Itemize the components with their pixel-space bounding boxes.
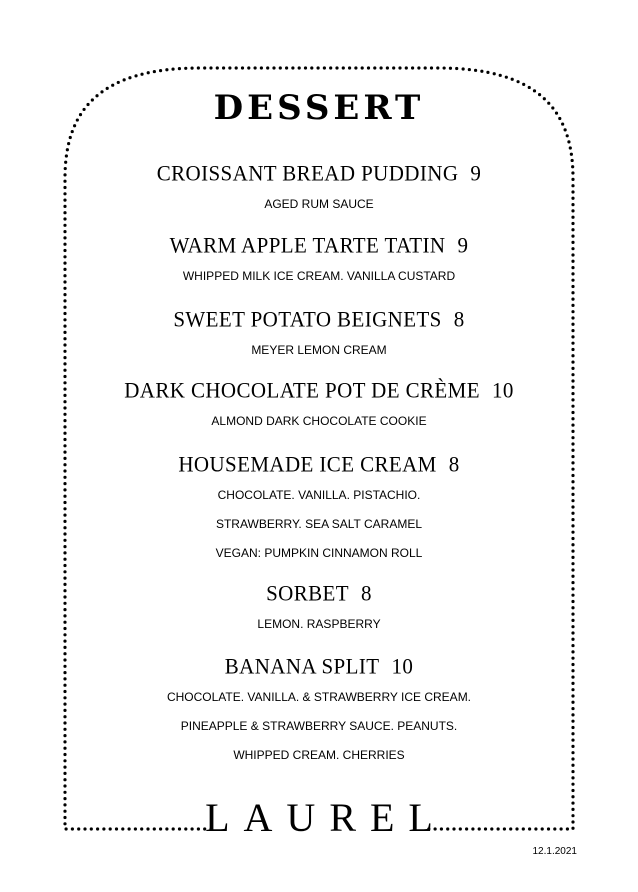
menu-item-name: HOUSEMADE ICE CREAM (178, 451, 437, 477)
menu-item-description: VEGAN: PUMPKIN CINNAMON ROLL (215, 546, 423, 560)
menu-item-price: 8 (453, 306, 465, 332)
menu-item-name: SWEET POTATO BEIGNETS (173, 306, 442, 332)
menu-item-name: WARM APPLE TARTE TATIN (169, 232, 446, 258)
menu-item-description: WHIPPED CREAM. CHERRIES (233, 748, 405, 762)
menu-item-heading (0, 305, 638, 332)
menu-title: DESSERT (213, 88, 425, 128)
menu-item-heading (0, 376, 638, 403)
menu-date: 12.1.2021 (532, 846, 577, 857)
menu-item-description: ALMOND DARK CHOCOLATE COOKIE (211, 414, 427, 428)
menu-item-name: CROISSANT BREAD PUDDING (156, 160, 459, 186)
menu-item-description: STRAWBERRY. SEA SALT CARAMEL (215, 517, 423, 531)
menu-item-description: PINEAPPLE & STRAWBERRY SAUCE. PEANUTS. (180, 719, 458, 733)
menu-item-heading (0, 159, 638, 186)
menu-item-heading (0, 231, 638, 258)
menu-item-price: 8 (361, 580, 372, 606)
menu-item-price: 9 (470, 160, 482, 186)
laurel-logo: LAUREL (205, 795, 447, 840)
menu-item-description: MEYER LEMON CREAM (251, 343, 387, 357)
menu-item-description: CHOCOLATE. VANILLA. & STRAWBERRY ICE CREAM. (166, 690, 472, 704)
menu-item-heading (0, 450, 638, 477)
menu-item-heading (0, 652, 638, 679)
menu-item-name: DARK CHOCOLATE POT DE CRÈME (124, 377, 480, 403)
menu-item-price: 10 (391, 653, 414, 679)
menu-item-name: BANANA SPLIT (224, 653, 380, 679)
menu-item-name: SORBET (266, 580, 349, 606)
menu-item-price: 9 (457, 232, 469, 258)
menu-item-description: WHIPPED MILK ICE CREAM. VANILLA CUSTARD (182, 269, 456, 283)
menu-item-heading (0, 579, 638, 606)
menu-item-description: AGED RUM SAUCE (264, 197, 374, 211)
menu-item-price: 8 (448, 451, 460, 477)
menu-item-description: CHOCOLATE. VANILLA. PISTACHIO. (217, 488, 421, 502)
menu-item-price: 10 (491, 377, 514, 403)
menu-item-description: LEMON. RASPBERRY (257, 617, 381, 631)
